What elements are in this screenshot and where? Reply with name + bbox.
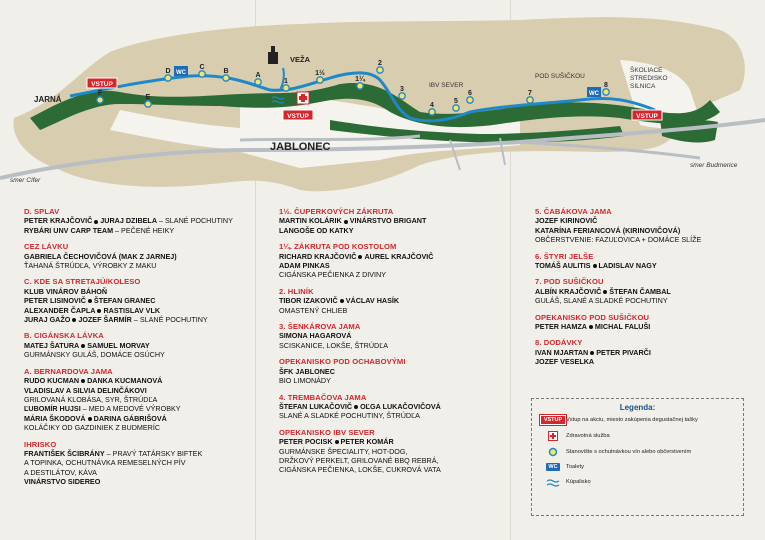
vendor-name: JURAJ GAŽO — [24, 315, 71, 325]
legend-text: Zdravotná služba — [566, 432, 610, 439]
station-label: D — [165, 68, 171, 75]
bullet-icon — [97, 309, 101, 313]
vendor-name: IVAN MJARTAN — [535, 347, 589, 357]
vendor-line — [535, 322, 765, 331]
vendor-line — [535, 235, 765, 244]
vendor-line — [24, 306, 259, 315]
vendor-name: ADAM PINKAS — [279, 261, 330, 271]
column-left — [24, 207, 259, 494]
station-label: 7 — [528, 90, 532, 97]
vendor-offer: CIGÁNSKA PEČIENKA, LOKŠE, CUKROVÁ VATA — [279, 465, 441, 475]
vendor-offer: SLANÉ A SLADKÉ POCHUTINY, ŠTRÚDĽA — [279, 411, 420, 421]
vendor-offer: GULÁŠ, SLANÉ A SLADKÉ POCHUTINY — [535, 296, 668, 306]
vendor-section — [279, 242, 514, 280]
school-label: ŠKOLIACE — [630, 67, 663, 74]
section-title: 7. POD SUŠIČKOU — [535, 277, 604, 287]
vendor-line — [24, 287, 259, 296]
vendor-offer: – MED A MEDOVÉ VÝROBKY — [80, 404, 181, 414]
vendor-line — [279, 465, 514, 474]
vendor-section — [279, 287, 514, 315]
bullet-icon — [589, 325, 593, 329]
vendor-name: ŠTEFAN ČAMBAL — [609, 286, 671, 296]
vendor-section — [24, 207, 259, 235]
tasting-station-marker — [255, 72, 261, 85]
bullet-icon — [358, 255, 362, 259]
vendor-line — [24, 395, 259, 404]
vendor-line — [279, 226, 514, 235]
station-label: B — [223, 68, 229, 75]
station-label: 8 — [604, 82, 608, 89]
vendor-offer: KOLÁČIKY OD GAZDINIEK Z BUDMERÍC — [24, 423, 161, 433]
vendor-line — [24, 261, 259, 270]
vendor-line — [24, 458, 259, 467]
section-title: 5. ČABÁKOVA JAMA — [535, 207, 612, 216]
bullet-icon — [340, 299, 344, 303]
vendor-line — [24, 296, 259, 305]
legend-title: Legenda: — [619, 403, 656, 412]
station-label: 2 — [378, 60, 382, 67]
legend-text: Kúpalisko — [566, 478, 591, 485]
vendor-name: JOZEF VESELKA — [535, 357, 595, 367]
vendor-name: VINÁRSTVO SIDEREO — [24, 477, 101, 487]
vendor-name: PETER POCISK — [279, 437, 333, 447]
vendor-section — [279, 357, 514, 385]
vendor-line — [24, 414, 259, 423]
vendor-name: KATARÍNA FERIANCOVÁ (KIRINOVIČOVÁ) — [535, 225, 681, 235]
vendor-name: KLUB VINÁROV BÁHOŇ — [24, 286, 108, 296]
vendor-line — [24, 252, 259, 261]
bullet-icon — [335, 440, 339, 444]
section-title: 1¼. ZÁKRUTA POD KOSTOLOM — [279, 242, 397, 252]
vendor-line — [279, 216, 514, 225]
vendor-name: MÁRIA ŠKODOVÁ — [24, 413, 86, 423]
vendor-name: ĽUBOMÍR HUJSI — [24, 404, 81, 414]
station-label: 4 — [430, 102, 434, 109]
legend-text: Toalety — [566, 463, 585, 470]
entry-badge-left — [87, 78, 117, 88]
vendor-offer: SCISKANICE, LOKŠE, ŠTRÚDĽA — [279, 340, 389, 350]
vendor-line — [535, 357, 765, 366]
vendor-line — [279, 261, 514, 270]
vendor-section — [535, 252, 765, 271]
vendor-name: LANGOŠE OD KATKY — [279, 225, 354, 235]
vendor-name: ŠFK JABLONEC — [279, 366, 335, 376]
tasting-station-marker — [145, 94, 151, 107]
school-label: STREDISKO — [630, 75, 668, 82]
bullet-icon — [88, 417, 92, 421]
vendor-offer: CIGÁNSKA PEČIENKA Z DIVINY — [279, 270, 387, 280]
legend-item — [540, 463, 735, 471]
vendor-name: ALBÍN KRAJČOVIČ — [535, 286, 602, 296]
bullet-icon — [593, 264, 597, 268]
vendor-section — [24, 440, 259, 487]
svg-text:WC: WC — [176, 70, 186, 76]
tower-label: VEŽA — [290, 55, 311, 64]
vendor-name: GABRIELA ČECHOVIČOVÁ (MAK Z JARNEJ) — [24, 251, 177, 261]
vendor-line — [24, 423, 259, 432]
vendor-name: LADISLAV NAGY — [598, 261, 657, 271]
vendor-name: PETER KOMÁR — [340, 437, 394, 447]
vendor-name: VÁCLAV HASÍK — [345, 296, 400, 306]
vendor-name: PETER LISINOVIČ — [24, 296, 86, 306]
bullet-icon — [81, 379, 85, 383]
vendor-name: JOZEF KIRINOVIČ — [535, 216, 598, 226]
vendor-name: RYBÁRI UNV CARP TEAM — [24, 225, 114, 235]
vendor-offer: – PEČENÉ HEIKY — [113, 225, 175, 235]
tasting-station-marker — [315, 69, 325, 83]
red-cross-icon — [540, 431, 566, 441]
vstup-badge-icon: VSTUP — [540, 415, 566, 425]
vendor-line — [535, 296, 765, 305]
station-label: 1¼ — [355, 76, 365, 83]
section-title: 3. ŠENKÁROVA JAMA — [279, 322, 361, 332]
vendor-line — [24, 449, 259, 458]
vendor-line — [24, 315, 259, 324]
vendor-name: PETER KRAJČOVIČ — [24, 216, 93, 226]
vendor-line — [279, 447, 514, 456]
vendor-line — [535, 287, 765, 296]
section-title: 8. DODÁVKY — [535, 338, 583, 348]
column-middle — [279, 207, 514, 482]
road-label-left: smer Cífer — [10, 177, 41, 184]
bullet-icon — [344, 220, 348, 224]
svg-text:VSTUP: VSTUP — [636, 113, 658, 120]
vendor-offer: A DESTILÁTOV, KÁVA — [24, 467, 97, 477]
vendor-line — [279, 376, 514, 385]
section-title: CEZ LÁVKU — [24, 242, 69, 252]
vendor-name: JOZEF ŠARMÍR — [78, 315, 132, 325]
vendor-line — [24, 477, 259, 486]
vendor-name: PETER PIVARČI — [596, 347, 651, 357]
wc-icon — [174, 66, 188, 76]
area-label-ibv: IBV SEVER — [429, 82, 464, 89]
vendor-section — [24, 242, 259, 270]
legend-item — [540, 477, 735, 487]
wc-icon: WC — [548, 464, 558, 470]
vendor-line — [279, 367, 514, 376]
village-label: JARNÁ — [34, 95, 62, 104]
vendor-section — [535, 313, 765, 332]
vendor-section — [24, 277, 259, 324]
section-title: 1½. ČUPERKOVÝCH ZÁKRUTA — [279, 207, 394, 216]
station-label: C — [199, 64, 205, 71]
vendor-name: MARTIN KOLÁRIK — [279, 216, 342, 226]
vendor-line — [24, 468, 259, 477]
vendor-name: RUDO KUCMAN — [24, 376, 80, 386]
school-label: SILNICA — [630, 83, 656, 90]
section-title: 2. HLINÍK — [279, 286, 314, 296]
vendor-section — [279, 207, 514, 235]
area-label-pod-susickou: POD SUŠIČKOU — [535, 73, 585, 80]
vendor-section — [279, 322, 514, 350]
vendor-line — [279, 296, 514, 305]
station-label: E — [145, 94, 151, 101]
vendor-offer: GRILOVANÁ KLOBÁSA, SYR, ŠTRÚDĽA — [24, 394, 158, 404]
vendor-name: VINÁRSTVO BRIGANT — [349, 216, 427, 226]
legend-item — [540, 447, 735, 457]
vendor-line — [24, 404, 259, 413]
section-title: OPEKANISKO POD OCHABOVÝMI — [279, 357, 406, 367]
vendor-offer: – SLANÉ POCHUTINY — [131, 315, 208, 325]
column-right — [535, 207, 765, 374]
vendor-name: MATEJ ŠATURA — [24, 340, 80, 350]
vendor-line — [535, 261, 765, 270]
vendor-section — [535, 207, 765, 245]
vendor-line — [24, 350, 259, 359]
section-title: 6. ŠTYRI JELŠE — [535, 251, 594, 261]
vendor-line — [24, 376, 259, 385]
wc-icon — [587, 87, 601, 97]
vendor-name: FRANTIŠEK ŠCIBRÁNY — [24, 448, 105, 458]
vendor-line — [279, 341, 514, 350]
section-title: 4. TREMBAČOVA JAMA — [279, 392, 367, 402]
vendor-offer: – PRAVÝ TATÁRSKY BIFTEK — [104, 448, 203, 458]
red-cross-icon — [297, 92, 309, 104]
vendor-line — [279, 437, 514, 446]
vendor-name: AUREL KRAJČOVIČ — [364, 251, 434, 261]
pool-icon — [540, 477, 566, 487]
entry-badge-right — [632, 110, 662, 120]
vendor-name: SAMUEL MORVAY — [87, 340, 150, 350]
vendor-line — [279, 252, 514, 261]
station-label: A — [255, 72, 261, 79]
vendor-line — [24, 386, 259, 395]
svg-text:VSTUP: VSTUP — [91, 81, 113, 88]
vendor-name: TIBOR IZAKOVIČ — [279, 296, 338, 306]
section-title: B. CIGÁNSKA LÁVKA — [24, 331, 104, 341]
tasting-station-marker — [165, 68, 171, 81]
legend-item — [540, 415, 735, 425]
bullet-icon — [88, 299, 92, 303]
vendor-name: PETER HAMZA — [535, 322, 587, 332]
route-map — [0, 0, 765, 200]
vendor-offer: ŤAHANÁ ŠTRÚDĽA, VÝROBKY Z MAKU — [24, 261, 157, 271]
vendor-name: SIMONA HAGAROVÁ — [279, 331, 352, 341]
station-label: 6 — [468, 90, 472, 97]
bullet-icon — [603, 290, 607, 294]
road-label-right: smer Budmerice — [690, 162, 738, 169]
vendor-name: DANKA KUCMANOVÁ — [87, 376, 163, 386]
vendor-line — [24, 216, 259, 225]
vendor-line — [535, 348, 765, 357]
vendor-offer: – SLANÉ POCHUTINY — [157, 216, 233, 226]
vendor-offer: GURMÁNSKE ŠPECIALITY, HOT-DOG, — [279, 446, 408, 456]
bullet-icon — [94, 220, 98, 224]
vendor-name: MICHAL FALUŠI — [594, 322, 651, 332]
vendor-line — [279, 306, 514, 315]
vendor-name: ŠTEFAN LUKAČOVIČ — [279, 401, 353, 411]
vendor-offer: OBČERSTVENIE: FAZUĽOVICA + DOMÁCE SLÍŽE — [535, 235, 702, 245]
vendor-name: VLADISLAV A SILVIA DELINČÁKOVI — [24, 385, 147, 395]
vendor-name: TOMÁŠ AULITIS — [535, 261, 591, 271]
tasting-station-marker — [199, 64, 205, 77]
station-label: 5 — [454, 98, 458, 105]
vendor-name: DARINA GÁBRIŠOVÁ — [93, 413, 167, 423]
svg-text:WC: WC — [589, 91, 599, 97]
vendor-line — [535, 226, 765, 235]
vendor-name: RICHARD KRAJČOVIČ — [279, 251, 357, 261]
legend-text: Vstup na akciu, miesto zakúpenia degustačnej tašky — [566, 416, 698, 423]
town-label: JABLONEC — [270, 141, 331, 153]
legend — [531, 398, 744, 516]
section-title: IHRISKO — [24, 439, 57, 449]
section-title: D. SPLAV — [24, 207, 60, 216]
tasting-station-icon — [540, 447, 566, 457]
bullet-icon — [354, 405, 358, 409]
vendor-name: RASTISLAV VLK — [103, 305, 161, 315]
section-title: OPEKANISKO POD SUŠIČKOU — [535, 312, 650, 322]
vendor-name: ŠTEFAN GRANEC — [93, 296, 156, 306]
vendor-line — [279, 270, 514, 279]
legend-text: Stanovište s ochutnávkou vín alebo občerstvením — [566, 448, 692, 455]
vendor-name: JURAJ DZIBELA — [100, 216, 158, 226]
vendor-offer: GURMÁNSKY GULÁŠ, DOMÁCE OSÚCHY — [24, 350, 165, 360]
vendor-line — [24, 341, 259, 350]
vendor-line — [535, 216, 765, 225]
tasting-station-marker — [223, 68, 229, 81]
bullet-icon — [81, 344, 85, 348]
vendor-section — [24, 367, 259, 433]
section-title: OPEKANISKO IBV SEVER — [279, 427, 375, 437]
vendor-offer: DRŽKOVÝ PERKELT, GRILOVANÉ BBQ REBRÁ, — [279, 455, 439, 465]
vendor-offer: BIO LIMONÁDY — [279, 376, 331, 386]
vendor-line — [279, 402, 514, 411]
station-label: 1½ — [315, 70, 325, 77]
station-label: 3 — [400, 86, 404, 93]
vendor-section — [535, 338, 765, 366]
vendor-name: OĽGA LUKAČOVIČOVÁ — [360, 401, 441, 411]
vendor-line — [279, 411, 514, 420]
svg-text:VSTUP: VSTUP — [287, 113, 309, 120]
vendor-offer: OMASTENÝ CHLIEB — [279, 305, 348, 315]
section-title: C. KDE SA STRETAJÚ/KOLESO — [24, 277, 141, 287]
bullet-icon — [590, 351, 594, 355]
vendor-section — [24, 331, 259, 359]
vendor-section — [535, 277, 765, 305]
bullet-icon — [72, 318, 76, 322]
station-label: F — [97, 90, 103, 97]
vendor-section — [279, 428, 514, 475]
entry-badge-center — [283, 110, 313, 120]
vendor-offer: A TOPINKA, OCHUTNÁVKA REMESELNÝCH PÍV — [24, 458, 186, 468]
vendor-line — [24, 226, 259, 235]
vendor-section — [279, 393, 514, 421]
station-label: 1 — [284, 78, 288, 85]
section-title: A. BERNARDOVA JAMA — [24, 366, 113, 376]
vendor-name: ALEXANDER ČAPLA — [24, 305, 96, 315]
legend-item — [540, 431, 735, 441]
vendor-line — [279, 331, 514, 340]
vendor-line — [279, 456, 514, 465]
